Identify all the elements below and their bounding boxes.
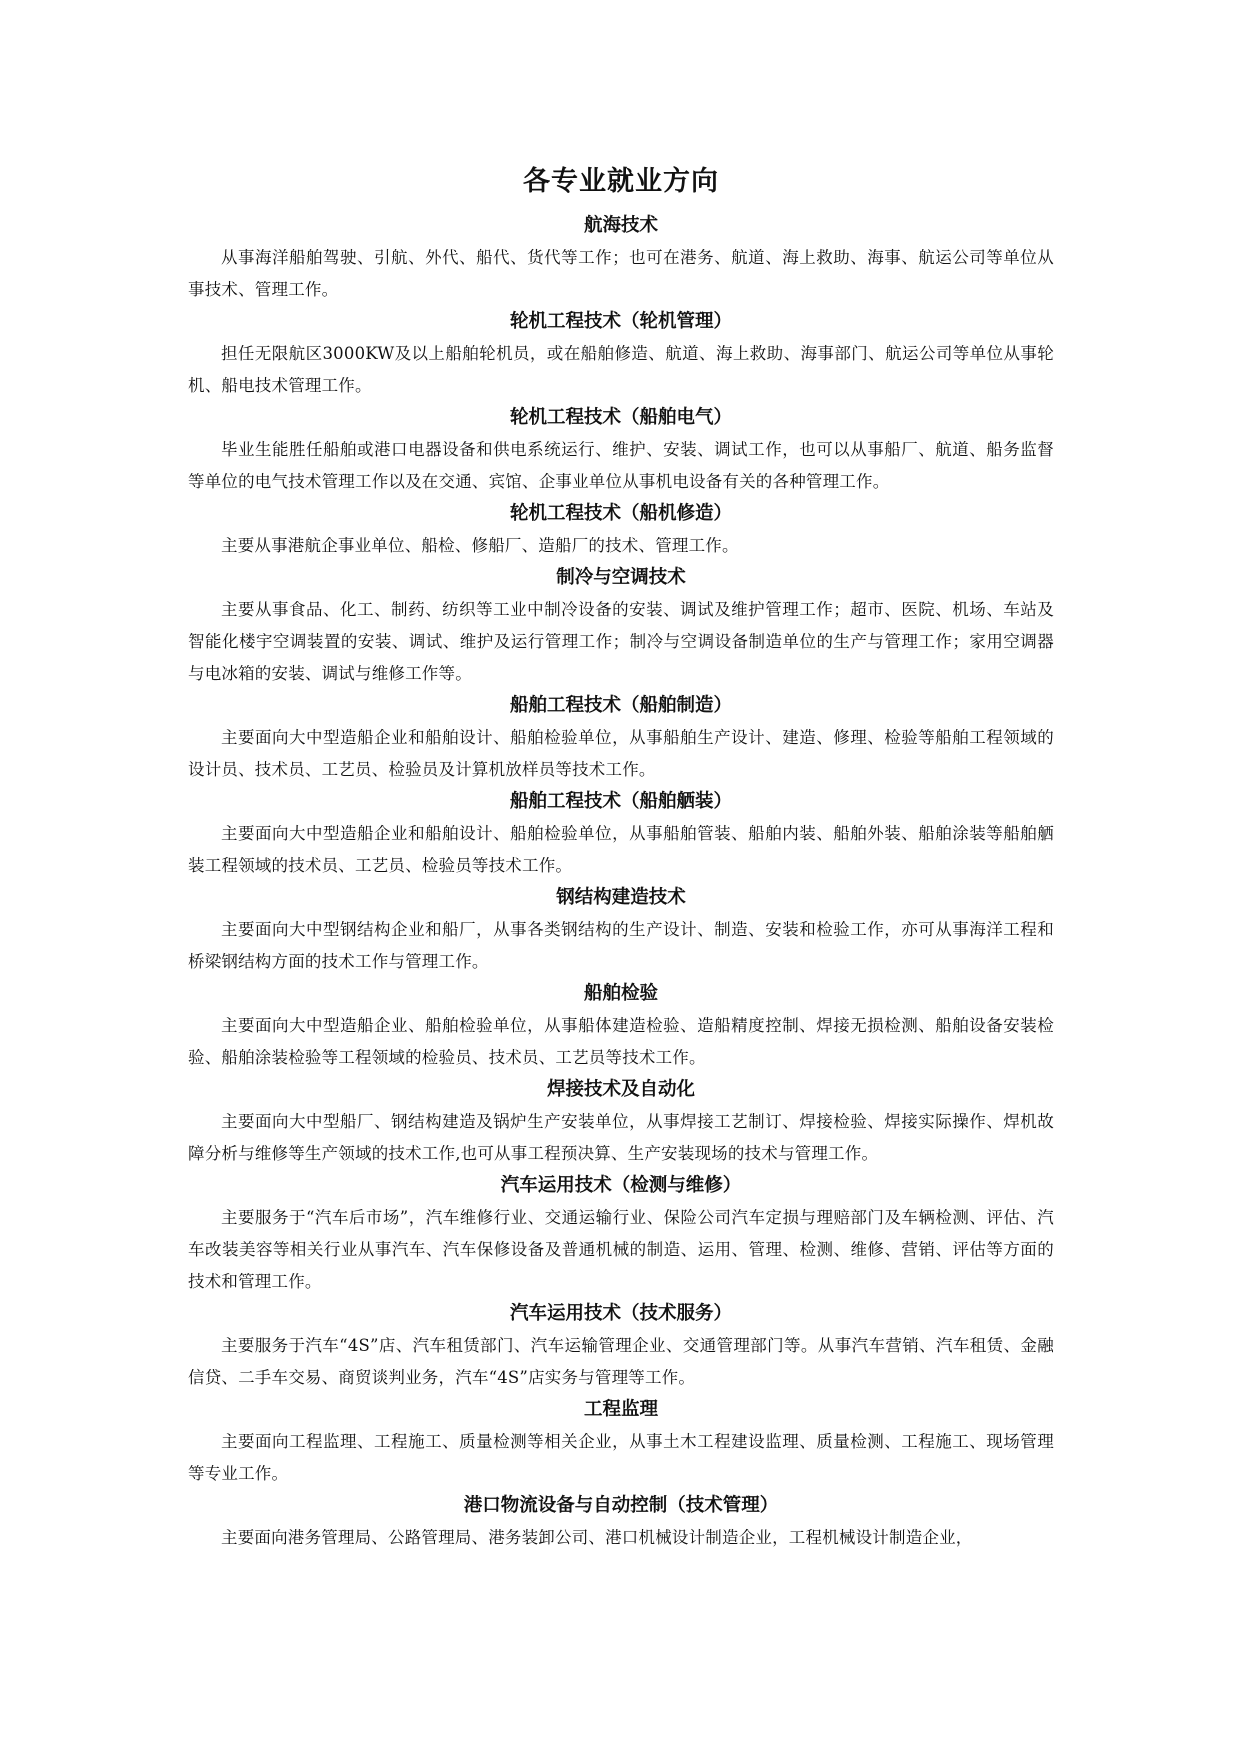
section: [188, 1298, 1054, 1394]
section-heading: 船舶检验: [583, 983, 658, 1004]
section: [188, 1170, 1054, 1298]
section-body: 主要面向大中型造船企业、船舶检验单位，从事船体建造检验、造船精度控制、焊接无损检测、船舶设备安装检验、船舶涂装检验等工程领域的检验员、技术员、工艺员等技术工作。: [188, 1016, 1054, 1067]
section-heading: 港口物流设备与自动控制（技术管理）: [463, 1495, 779, 1516]
section: [188, 498, 1054, 562]
section: [188, 306, 1054, 402]
section-body: 主要面向大中型造船企业和船舶设计、船舶检验单位，从事船舶生产设计、建造、修理、检验等船舶工程领域的设计员、技术员、工艺员、检验员及计算机放样员等技术工作。: [188, 728, 1054, 779]
document-title: 各专业就业方向: [523, 166, 719, 197]
section: [188, 690, 1054, 786]
section: [188, 978, 1054, 1074]
section-body: 主要面向大中型造船企业和船舶设计、船舶检验单位，从事船舶管装、船舶内装、船舶外装、船舶涂装等船舶舾装工程领域的技术员、工艺员、检验员等技术工作。: [188, 824, 1054, 875]
section-body: 主要面向大中型船厂、钢结构建造及锅炉生产安装单位，从事焊接工艺制订、焊接检验、焊接实际操作、焊机故障分析与维修等生产领域的技术工作,也可从事工程预决算、生产安装现场的技术与管理工作。: [188, 1112, 1054, 1163]
section-heading: 汽车运用技术（检测与维修）: [500, 1175, 742, 1196]
section-heading: 轮机工程技术（轮机管理）: [509, 311, 732, 332]
section-heading: 轮机工程技术（船舶电气）: [509, 407, 732, 428]
section: [188, 882, 1054, 978]
section-body: 主要面向大中型钢结构企业和船厂，从事各类钢结构的生产设计、制造、安装和检验工作，亦可从事海洋工程和桥梁钢结构方面的技术工作与管理工作。: [188, 920, 1054, 971]
section-heading: 汽车运用技术（技术服务）: [509, 1303, 732, 1324]
section: [188, 562, 1054, 690]
section-heading: 船舶工程技术（船舶制造）: [509, 695, 732, 716]
section-heading: 制冷与空调技术: [556, 567, 686, 588]
document-page: [188, 162, 1054, 1554]
section-heading: 航海技术: [583, 215, 658, 236]
section-body: 主要从事港航企事业单位、船检、修船厂、造船厂的技术、管理工作。: [221, 536, 739, 555]
section-heading: 焊接技术及自动化: [546, 1079, 695, 1100]
section-body: 主要从事食品、化工、制药、纺织等工业中制冷设备的安装、调试及维护管理工作；超市、医院、机场、车站及智能化楼宇空调装置的安装、调试、维护及运行管理工作；制冷与空调设备制造单位的生产与管理工作；家用空调器与电冰箱的安装、调试与维修工作等。: [188, 600, 1054, 683]
section: [188, 1074, 1054, 1170]
section: [188, 1394, 1054, 1490]
section: [188, 786, 1054, 882]
section-body: 主要服务于汽车“4S”店、汽车租赁部门、汽车运输管理企业、交通管理部门等。从事汽车营销、汽车租赁、金融信贷、二手车交易、商贸谈判业务，汽车“4S”店实务与管理等工作。: [188, 1336, 1054, 1387]
section-body: 毕业生能胜任船舶或港口电器设备和供电系统运行、维护、安装、调试工作，也可以从事船厂、航道、船务监督等单位的电气技术管理工作以及在交通、宾馆、企事业单位从事机电设备有关的各种管理工作。: [188, 440, 1054, 491]
section: [188, 402, 1054, 498]
section-body: 主要服务于“汽车后市场”，汽车维修行业、交通运输行业、保险公司汽车定损与理赔部门及车辆检测、评估、汽车改装美容等相关行业从事汽车、汽车保修设备及普通机械的制造、运用、管理、检测、维修、营销、评估等方面的技术和管理工作。: [188, 1208, 1054, 1291]
sections-list: [188, 210, 1054, 1554]
section-heading: 工程监理: [583, 1399, 658, 1420]
section-body: 担任无限航区3000KW及以上船舶轮机员，或在船舶修造、航道、海上救助、海事部门、航运公司等单位从事轮机、船电技术管理工作。: [188, 344, 1054, 395]
section-body: 主要面向港务管理局、公路管理局、港务装卸公司、港口机械设计制造企业，工程机械设计制造企业，: [221, 1528, 973, 1547]
section-heading: 钢结构建造技术: [556, 887, 686, 908]
section-heading: 轮机工程技术（船机修造）: [509, 503, 732, 524]
section-body: 从事海洋船舶驾驶、引航、外代、船代、货代等工作；也可在港务、航道、海上救助、海事、航运公司等单位从事技术、管理工作。: [188, 248, 1054, 299]
section: [188, 210, 1054, 306]
section: [188, 1490, 1054, 1554]
section-body: 主要面向工程监理、工程施工、质量检测等相关企业，从事土木工程建设监理、质量检测、工程施工、现场管理等专业工作。: [188, 1432, 1054, 1483]
section-heading: 船舶工程技术（船舶舾装）: [509, 791, 732, 812]
